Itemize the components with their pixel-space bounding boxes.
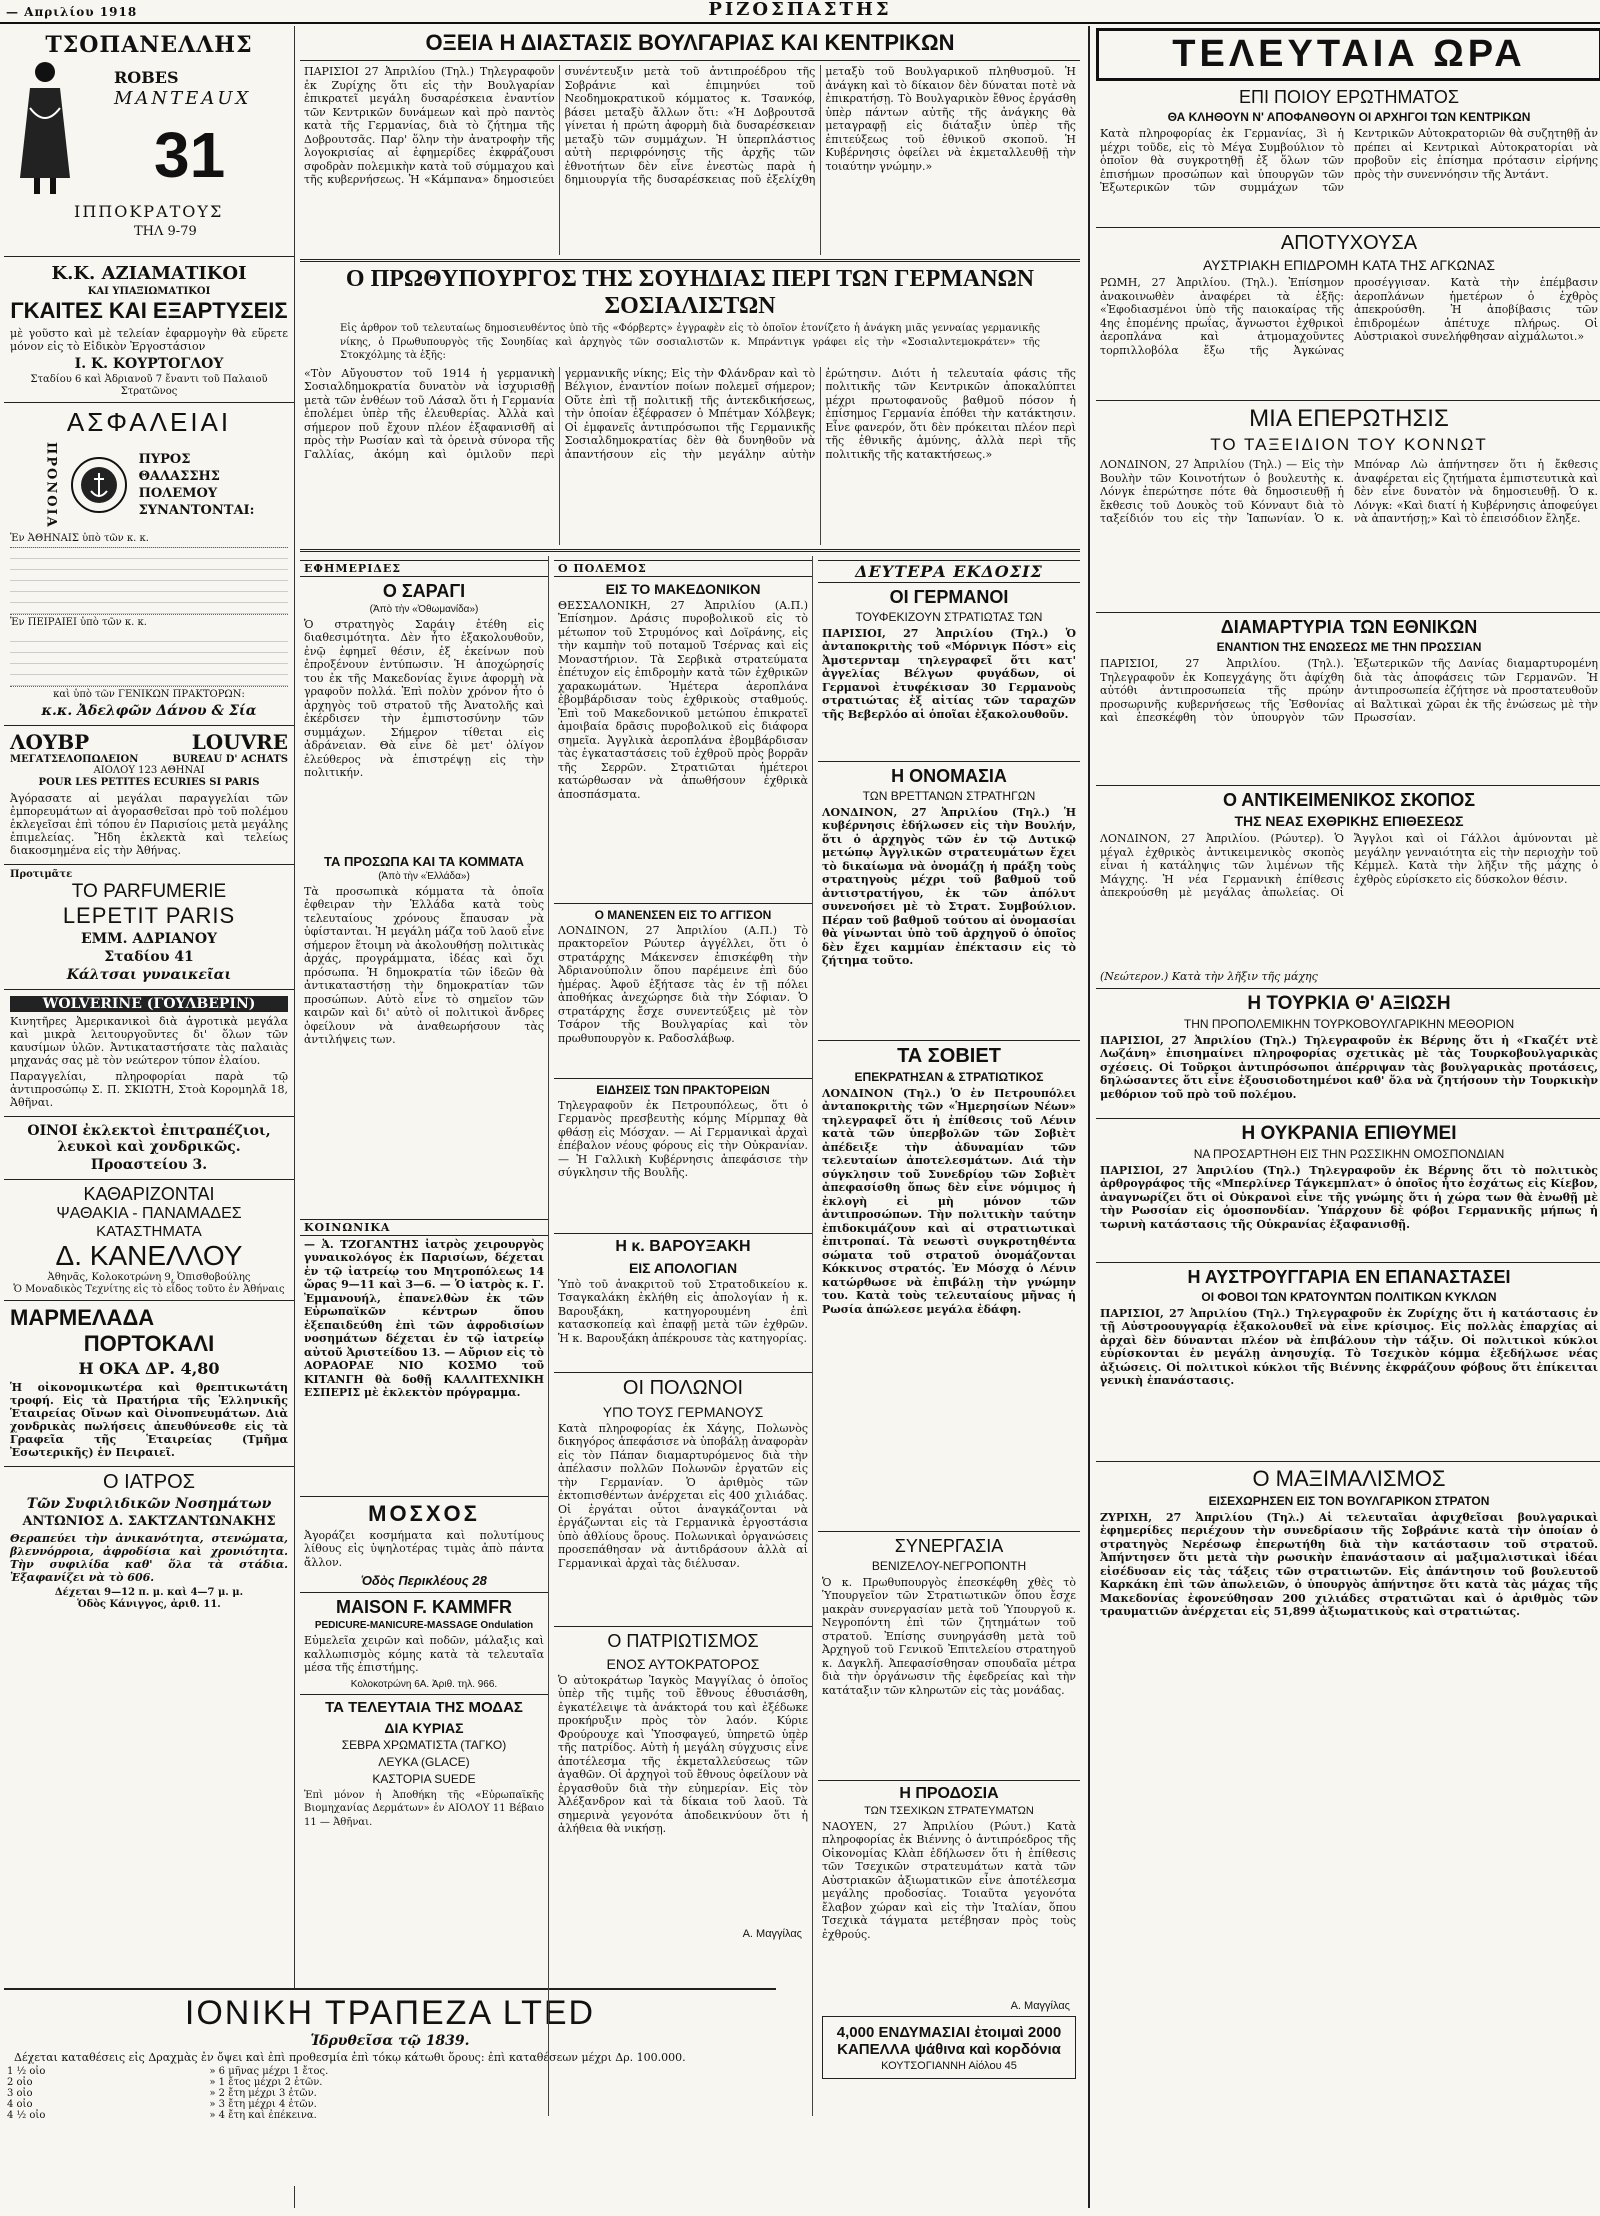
headline-germans: ΟΙ ΓΕΡΜΑΝΟΙ [889,586,1009,607]
article-bulgaria: ΠΑΡΙΣΙΟΙ 27 Ἀπριλίου (Τηλ.) Τηλεγραφοῦν ἐκ Ζυρίχης ὅτι εἰς τὴν Βουλγαρίαν ἐπικρατεῖ μεγάλη δυσαρέσκεια ἐναντίον τῶν Κεντρικῶν δυνάμεων καὶ πρὸ παντὸς κατὰ τῆς Γερμανίας, διὰ τὸ ζήτημα τῆς Δοβρουτσᾶς. Παρ' ὅλην τὴν ἀνατροφὴν τῆς λογοκρισίας αἱ ἐφημερίδες ἐκφράζουσι σφοδρὰν πολεμικὴν κατὰ τοῦ σύμμαχου καὶ τῆς κυβερνήσεως. Ἡ «Κάμπανα» δημοσιεύει συνέντευξιν μετὰ τοῦ ἀντιπροέδρου τῆς Σοβράνιε καὶ ἐπιμηνύει τοῦ Νεοδημοκρατικοῦ κόμματος κ. Τσανκόφ, βάσει μεταξὺ ἄλλων ὅτι: «Ἡ Δοβρουτσᾶ γίνεται ἡ πρώτη ἀφορμὴ διὰ δυσαρέσκειαν μεταξὺ τῶν συμμάχων. Ἡ ὑπερπλάστιος αὐτὴ περιφρόνησις τῆς ἀρχῆς τῶν ἐθνοτήτων δὲν εἶνε ἐνεστὼς παρὰ ἡ δημιουργία τῆς δυσαρέσκειας ποῦ ἐξελίχθη μεταξὺ τοῦ Βουλγαρικοῦ πληθυσμοῦ. Ἡ ἀνάγκη καὶ τὸ δίκαιον δὲν δύναται ποτὲ νὰ ἐπικρατήσῃ. Τὸ Βουλγαρικὸν ἔθνος ἐργάσθη ὑπὲρ πάντων αὐτῆς τῆς ἀνάγκης θὰ μεταγραφῇ εἰς διάταξιν ὑπὲρ τῆς ἐπιτεύξεως τοῦ ἐθνικοῦ σκοποῦ. Ἡ Κυβέρνησις ὀφείλει νὰ ἐκμεταλλευθῇ τὴν τοιαύτην γνώμην.» [304,65,1076,186]
ad-wolverine-text: Κινητῆρες Ἀμερικανικοὶ διὰ ἀγροτικὰ μεγάλα καὶ μικρὰ λειτουργοῦντες δι' ὅλων τῶν καυσίμων ὑλῶν. Ἀντικαταστήσατε τὰς παλαιὰς μηχανάς σας μὲ τὸν νεώτερον τύπον ἐλαίου. [10,1014,288,1067]
ad-wolverine-agent: Παραγγελίαι, πληροφορίαι παρὰ τῷ ἀντιπροσώπῳ Σ. Π. ΣΚΙΩΤΗ, Στοὰ Κορομηλᾶ 18, Ἀθῆναι. [10,1069,288,1109]
article-germans: ΠΑΡΙΣΙΟΙ, 27 Ἀπριλίου (Τηλ.) Ὁ ἀνταποκριτὴς τοῦ «Μόρνιγκ Πόστ» εἰς Ἀμστερνταμ τηλεγραφεῖ ὅτι κατ' ἀγγελίας Βέλγων φυγάδων, οἱ Γερμανοὶ ἐτυφέκισαν 30 Γερμανοὺς στρατιώτας ἐξ αἰτίας τῶν ταραχῶν τῆς Βεβερλόο αἱ ὁποῖαι ἐξακολουθοῦν. [822,626,1076,721]
section-war: Ο ΠΟΛΕΜΟΣ [554,560,812,577]
ad-koutsogianni-text: 4,000 ΕΝΔΥΜΑΣΙΑΙ ἐτοιμαὶ 2000 ΚΑΠΕΛΛΑ ψάθινα καὶ κορδόνια [836,2023,1062,2058]
headline-protest: ΔΙΑΜΑΡΤΥΡΙΑ ΤΩΝ ΕΘΝΙΚΩΝ [1220,617,1478,637]
ad-asfaleiai-side: ΠΡΟΝΟΙΑ [43,442,59,529]
article-turkey: ΠΑΡΙΣΙΟΙ, 27 Ἀπριλίου (Τηλ.) Τηλεγραφοῦν ἐκ Βέρνης ὅτι ἡ «Γκαζέτ ντὲ Λωζάνη» ἐπισημαίνει πληροφορίας σχετικὰς μὲ τὰς Τουρκοβουλγαρικὰς σχέσεις. Οἱ Τοῦρκοι ἀντιπρόσωποι ἀπέρριψαν τὰς βουλγαρικὰς προτάσεις, δηλώσαντες ὅτι εἶνε ἐξουσιοδοτημένοι καθ' ὅλα νὰ ζητήσουν τὴν Τουρκικὴν μεθόριον τοῦ πρὸ τοῦ πολέμου. [1100,1033,1598,1101]
masthead-date: — Απριλίου 1918 [6,5,138,19]
ad-asfaleiai-general: καὶ ὑπὸ τῶν ΓΕΝΙΚΩΝ ΠΡΑΚΤΟΡΩΝ: [53,688,245,700]
ad-doctor-sub: Τῶν Συφιλιδικῶν Νοσημάτων [26,1495,272,1512]
source-sarrail: (Ἀπὸ τὴν «Ὀθωμανίδα») [369,603,479,615]
article-soviets: ΛΟΝΔΙΝΟΝ (Τηλ.) Ὁ ἐν Πετρουπόλει ἀνταποκριτὴς τῶν «Ἡμερησίων Νέων» τηλεγραφεῖ ὅτι ἡ ἐπίθεσις τοῦ Λένιν κατὰ τῶν ὑπερβολῶν τῶν Σοβιὲτ ἀπέδειξε τὴν ἀδυναμίαν τῶν τελευταίων ἀποτελεσμάτων. Διά τὴν σύγκλησιν τοῦ Συνεδρίου τῶν Σοβιὲτ ἀπεφασίσθη ὅπως δὲν εἶνε νόμιμος ἡ ἐκλογὴ εἰ μὴ μόνον τῶν ἀντιπροσώπων. Τὴν πολιτικὴν ταύτην ἐπιδοκιμάζουν καὶ αἱ στρατιωτικαὶ ἐπιτροπαί. Τὰ νεωστὶ συγκροτηθέντα σώματα τοῦ στρατοῦ ὀνομάζονται Κόκκινος στρατός. Ἐν Μόσχᾳ ὁ Λένιν κατώρθωσε νὰ ἐπιβάλῃ τὴν γνώμην του. Κατὰ τοὺς τελευταίους μῆνας ἡ Ρωσία ἀπώλεσε μεγάλα ἐδάφη. [822,1086,1076,1316]
source-parties: (Ἀπὸ τὴν «Ἑλλάδα») [378,870,470,882]
ad-parfumerie-owner: ΕΜΜ. ΑΔΡΙΑΝΟΥ [80,930,218,947]
ad-bank-founded: Ἱδρυθεῖσα τῷ 1839. [310,2033,470,2049]
subhead-turkey: ΤΗΝ ΠΡΟΠΟΛΕΜΙΚΗΝ ΤΟΥΡΚΟΒΟΥΛΓΑΡΙΚΗΝ ΜΕΘΟΡΙΟΝ [1183,1016,1515,1031]
ad-wines [4,1117,294,1180]
headline-bulgaria: ΟΞΕΙΑ Η ΔΙΑΣΤΑΣΙΣ ΒΟΥΛΓΑΡΙΑΣ ΚΑΙ ΚΕΝΤΡΙΚΩΝ [425,30,955,55]
ad-tsopanellis-manteaux: MANTEAUX [114,88,252,109]
ad-marmalade-price: Η ΟΚΑ ΔΡ. 4,80 [78,1358,220,1378]
ad-parfumerie-pre: Προτιμᾶτε [10,868,73,880]
rate-cell: 1 ½ οἰο [7,2066,46,2077]
ad-moschos-text: Ἀγοράζει κοσμήματα καὶ πολυτίμους λίθους εἰς ὑψηλοτέρας τιμὰς ἀπὸ πάντα ἄλλον. [304,1528,544,1569]
ad-koutsogianni-addr: ΚΟΥΤΣΟΓΙΑΝΝΗ Αἰόλου 45 [881,2059,1017,2072]
ad-tsopanellis-robes: ROBES [114,68,179,87]
ad-wines-line2: Προαστείου 3. [90,1156,208,1173]
headline-parties: ΤΑ ΠΡΟΣΩΠΑ ΚΑΙ ΤΑ ΚΟΜΜΑΤΑ [324,853,524,869]
term-cell: » 6 μῆνας μέχρι 1 ἔτος. [209,2066,329,2077]
article-macedonia: ΘΕΣΣΑΛΟΝΙΚΗ, 27 Ἀπριλίου (Α.Π.) Ἐπίσημον. Δράσις πυροβολικοῦ εἰς τὸ μέτωπον τοῦ Στρυμόνος καὶ Δοϊράνης, εἰς τὴν καμπὴν τοῦ ποταμοῦ Τσέρνας καὶ εἰς Μοναστήριον. Τὰ Σερβικὰ στρατεύματα ἐπέτυχον εἰς ἐπιδρομὴν κατὰ τῶν ἐχθρικῶν χαρακωμάτων. Ἡμέτερα ἀεροπλάνα ἐβομβάρδισαν τοὺς ἐχθρικοὺς σταθμούς. Ἐπὶ τοῦ Μακεδονικοῦ μετώπου ἐπικρατεῖ ἀμοιβαία δρᾶσις πυροβολικοῦ εἰς διάφορα σημεῖα. Ἀγγλικὰ ἀεροπλάνα ἐβομβάρδισαν τὰς ἐγκαταστάσεις τοῦ ἐχθροῦ πρὸς βορρᾶν τῆς Σερρῶν. Στρατιῶται ἡμέτεροι κατώρθωσαν νὰ ἀπωθήσουν ἐχθρικὰ ἀποσπάσματα. [558,598,808,801]
ad-kanellos-text: Ὁ Μοναδικὸς Τεχνίτης εἰς τὸ εἶδος τοῦτο ἐν Ἀθήναις [13,1283,285,1295]
center-subcolumns [300,556,1080,2166]
ad-aziamatikoi-text: μὲ γοῦστο καὶ μὲ τελείαν ἐφαρμογὴν θὰ εὕρετε μόνον εἰς τὸ Εἰδικὸν Ἐργοστάσιον [10,327,288,353]
center-column [300,26,1080,2208]
headline-agencies: ΕΙΔΗΣΕΙΣ ΤΩΝ ΠΡΑΚΤΟΡΕΙΩΝ [596,1082,770,1097]
ad-louvre-text: Ἀγόρασατε αἱ μεγάλαι παραγγελίαι τῶν ἐμπορευμάτων αἱ ἀγορασθεῖσαι πρὸ τοῦ πολέμου ἐκλεγεῖσαι ἐπὶ τόπου ἐν Παρισίοις μετὰ μεγάλης ἐπιμελείας. Ἤδη ἐκλεκτὰ καὶ τελείως διακοσμημένα εἰς τὴν Ἀθήνας. [10,791,288,857]
ad-aziamatikoi-line3: ΓΚΑΙΤΕΣ ΚΑΙ ΕΞΑΡΤΥΣΕΙΣ [10,298,288,323]
ad-kammfr-title: MAISON F. KAMMFR [336,1597,512,1617]
ad-kanellos-name: Δ. ΚΑΝΕΛΛΟΥ [55,1239,243,1271]
subhead-varouxaki: ΕΙΣ ΑΠΟΛΟΓΙΑΝ [628,1259,738,1276]
term-cell: » 2 ἔτη μέχρι 3 ἐτῶν. [209,2088,317,2099]
ad-kanellos [4,1180,294,1301]
ad-louvre-address: ΑΙΟΛΟΥ 123 ΑΘΗΝΑΙ [93,764,205,776]
article-sarrail: Ὁ στρατηγὸς Σαράιγ ἐτέθη εἰς διαθεσιμότητα. Δὲν ἦτο ἐξακολουθοῦν, ἐνῷ ἐφημεῖ θέσιν, ἐξ ἐκείνων ποὺ ἐπροξένουν ἐντύπωσιν. Ἡ ἀποχώρησίς του ἐκ τῆς Μακεδονίας ἔγινε ἀφορμὴ νὰ γραφοῦν πολλά. Ἐπὶ πολὺν χρόνον ἦτο ὁ ἀρχηγὸς τοῦ στρατοῦ τῆς Ἀνατολῆς καὶ ἐκέρδισεν τὴν ἐμπιστοσύνην τῶν συμμάχων. Σήμερον τίθεται εἰς ἀδράνειαν. Θὰ εἶνε δὲ μετ' ὀλίγον ἐλεύθερος νὰ ἐπιστρέψῃ εἰς τὴν πολιτικήν. [304,617,544,779]
article-sweden: «Τὸν Αὔγουστον τοῦ 1914 ἡ γερμανικὴ Σοσιαλδημοκρατία δυνατὸν νὰ ἰσχυρισθῇ μετὰ τῶν ἐνθέων τοῦ Λάσαλ ὅτι ἡ Γερμανία ἐπολέμει ὑπὲρ τῆς ἐλευθερίας. Ἀλλὰ καὶ σήμερον ποῦ ἔχουν πλέον ἐξαφανισθῆ αἱ πρὸς τὴν Ρωσίαν καὶ τὰ ὁρεινὰ σύνορα τῆς Γαλλίας, ἀκόμη καὶ ὁμιλοῦν περὶ γερμανικῆς νίκης; Εἰς τὴν Φλάνδραν καὶ τὸ Βέλγιον, ἐναντίον ποίων πολεμεῖ σήμερον; Οὔτε ἐπὶ τῇ πολιτικῇ τῆς ἀντεκδικήσεως, τὴν ὁποίαν ἐξέφρασεν ὁ Μπέτμαν Χόλβεγκ; Οἱ ἐμφανεῖς ἀντιπρόσωποι τῆς Γερμανικῆς Σοσιαλδημοκρατίας δὲν θὰ δυνηθοῦν νὰ ἀπαντήσουν εἰς τὴν μεγάλην αὐτὴν ἐρώτησιν. Διότι ἡ τελευταία φάσις τῆς πολιτικῆς τῶν Κεντρικῶν ἀποκαλύπτει μέχρι πρωτοφανοῦς βαθμοῦ πόσον ἡ ἐπίσημος Γερμανία ἐπόθει τὴν κατάκτησιν. Εἶνε φανερόν, ὅτι δὲν πρόκειται πλέον περὶ τῆς ἐθνικῆς ἀμύνης, ἀλλὰ περὶ τῆς πολιτικῆς τῆς κατακτήσεως.» [304,366,1076,461]
ad-moschos-title: ΜΟΣΧΟΣ [368,1500,480,1526]
ad-bank-intro: Δέχεται καταθέσεις εἰς Δραχμὰς ἐν ὄψει καὶ ἐπὶ προθεσμία ἐπὶ τόκῳ κάτωθι ὅρους: ἐπὶ καταθέσεων μέχρι Δρ. 100.000. [14,2051,686,2064]
ad-tsopanellis [4,26,294,257]
ad-parfumerie-street: Σταδίου 41 [104,948,194,965]
ad-asfaleiai-item2: ΘΑΛΑΣΣΗΣ [138,469,221,485]
ad-parfumerie-line1: TO PARFUMERIE [71,880,227,902]
ad-wolverine-title: WOLVERINE (ΓΟΥΛΒΕΡΙΝ) [10,996,288,1012]
ad-kammfr-text: Εὐμελεῖα χειρῶν καὶ ποδῶν, μάλαξις καὶ καλλωπισμὸς κόμης κατὰ τὰ τελευταῖα μέσα τῆς ἐπιστήμης. [304,1634,544,1674]
subhead-poles: ΥΠΟ ΤΟΥΣ ΓΕΡΜΑΝΟΥΣ [602,1403,764,1420]
anchor-seal-icon [69,455,129,515]
term-cell: » 1 ἔτος μέχρι 2 ἐτῶν. [209,2077,323,2088]
signature-treason: Α. Μαγγίλας [1010,1999,1070,2012]
ad-doctor-title: Ο ΙΑΤΡΟΣ [102,1470,195,1493]
headline-failed: ΑΠΟΤΥΧΟΥΣΑ [1280,232,1418,254]
subhead-ukraine: ΝΑ ΠΡΟΣΑΡΤΗΘΗ ΕΙΣ ΤΗΝ ΡΩΣΣΙΚΗΝ ΟΜΟΣΠΟΝΔΙΑΝ [1193,1146,1505,1161]
ad-aziamatikoi-line1: Κ.Κ. ΑΖΙΑΜΑΤΙΚΟΙ [51,263,247,284]
masthead-title: ΡΙΖΟΣΠΑΣΤΗΣ [708,0,892,20]
ad-louvre-gr: ΛΟΥΒΡ [10,729,90,754]
ad-marmalade-title: ΜΑΡΜΕΛΑΔΑ [10,1304,155,1330]
ad-asfaleiai-title: ΑΣΦΑΛΕΙΑΙ [66,407,232,437]
ad-louvre-fr2: BUREAU D' ACHATS [172,753,288,765]
ad-fashion-line3: ΚΑΣΤΟΡΙΑ SUEDE [372,1771,476,1786]
subcol-c [818,556,1080,2166]
ad-louvre [4,726,294,865]
ad-asfaleiai-athens-list [10,547,288,615]
ad-doctor-name: ΑΝΤΩΝΙΟΣ Δ. ΣΑΚΤΖΑΝΤΩΝΑΚΗΣ [22,1513,276,1529]
banner-last-hour: ΤΕΛΕΥΤΑΙΑ ΩΡΑ [1096,28,1600,81]
ad-asfaleiai-piraeus-list [10,631,288,687]
ad-kammfr-addr: Κολοκοτρώνη 6Α. Ἀριθ. τηλ. 966. [350,1678,498,1690]
ad-aziamatikoi-line2: ΚΑΙ ΥΠΑΞΙΩΜΑΤΙΚΟΙ [87,286,211,297]
ad-parfumerie-line2: LEPETIT PARIS [62,902,236,928]
ad-wines-line1: ΟΙΝΟΙ ἐκλεκτοὶ ἐπιτραπέζιοι, λευκοὶ καὶ χονδρικῶς. [27,1122,271,1155]
lady-figure-icon [10,58,80,198]
headline-sweden: Ο ΠΡΩΘΥΠΟΥΡΓΟΣ ΤΗΣ ΣΟΥΗΔΙΑΣ ΠΕΡΙ ΤΩΝ ΓΕΡΜΑΝΩΝ ΣΟΣΙΑΛΙΣΤΩΝ [345,266,1035,319]
ad-parfumerie [4,865,294,990]
ad-doctor-hours: Δέχεται 9—12 π. μ. καὶ 4—7 μ. μ. [54,1586,244,1598]
ad-asfaleiai-item3: ΠΟΛΕΜΟΥ [138,486,218,502]
headline-poles: ΟΙ ΠΟΛΩΝΟΙ [622,1376,744,1399]
article-varouxaki: Ὑπὸ τοῦ ἀνακριτοῦ τοῦ Στρατοδικείου κ. Τσαγκαλάκη ἐκλήθη εἰς ἀπολογίαν ἡ κ. Βαρουξάκη, κατηγορουμένη ἐπὶ κατασκοπείᾳ καὶ ἐπαφῇ μετὰ τῶν ἐχθρῶν. Ἡ κ. Βαρουξάκη ἀπέκρουσε τὰς κατηγορίας. [558,1277,808,1345]
ad-asfaleiai-items [139,451,255,519]
ad-kammfr-sub: PEDICURE-MANICURE-MASSAGE Ondulation [314,1620,534,1631]
subhead-naming: ΤΩΝ ΒΡΕΤΤΑΝΩΝ ΣΤΡΑΤΗΓΩΝ [862,788,1036,803]
ad-asfaleiai [4,403,294,726]
ad-moschos-street: Ὁδὸς Περικλέους 28 [361,1573,487,1588]
article-ukraine: ΠΑΡΙΣΙΟΙ, 27 Ἀπριλίου (Τηλ.) Τηλεγραφοῦν ἐκ Βέρνης ὅτι τὸ πολιτικὸς ἀρθρογράφος τῆς «Μπερλίνερ Τάγκεμπλατ» ὁ ὁποῖος ἦτο ἐσχάτως εἰς Κίεβον, ἀναγνωρίζει ὅτι οἱ Οὐκρανοὶ εἶνε τῆς γνώμης ὅτι ἡ χώρα των θὰ ἐνωθῇ μὲ τὴν Ρωσσίαν εἰς ὁμοσπονδίαν. Ὑπάρχουν δὲ φόβοι Γερμανικῆς μήπως ἡ τωρινὴ κατάστασις τῆς Οὐκρανίας ἐξαφανισθῇ. [1100,1163,1598,1231]
headline-question: ΕΠΙ ΠΟΙΟΥ ΕΡΩΤΗΜΑΤΟΣ [1238,87,1460,107]
ad-tsopanellis-street: ΙΠΠΟΚΡΑΤΟΥΣ [74,202,224,221]
ad-aziamatikoi-owner: Ι. Κ. ΚΟΥΡΤΟΓΛΟΥ [74,356,224,372]
subhead-trip: ΤΟ ΤΑΞΕΙΔΙΟΝ ΤΟΥ ΚΟΝΝΩΤ [1210,435,1488,454]
ad-doctor [4,1467,294,1615]
subhead-failed: ΑΥΣΤΡΙΑΚΗ ΕΠΙΔΡΟΜΗ ΚΑΤΑ ΤΗΣ ΑΓΚΩΝΑΣ [1202,257,1496,273]
ad-kanellos-line3: ΚΑΤΑΣΤΗΜΑΤΑ [96,1222,202,1240]
article-agencies: Τηλεγραφοῦν ἐκ Πετρουπόλεως, ὅτι ὁ Γερμανὸς πρεσβευτὴς κόμης Μίρμπαχ θὰ φθάσῃ εἰς Μόσχαν. — Αἱ Γερμανικαὶ ἀρχαὶ ἐπέβαλον νέους φόρους εἰς τὴν Οὐκρανίαν. — Ἡ Γαλλικὴ Κυβέρνησις ἀπεφάσισε τὴν σύγκλησιν τῆς Βουλῆς. [558,1098,808,1179]
right-column [1088,26,1600,2208]
ad-doctor-street: Ὁδὸς Κάνιγγος, ἀριθ. 11. [77,1598,221,1610]
headline-varouxaki: Η κ. ΒΑΡΟΥΞΑΚΗ [615,1237,751,1255]
left-ads-column [4,26,295,2208]
ad-asfaleiai-item1: ΠΥΡΟΣ [138,452,191,468]
term-cell: » 3 ἔτη μέχρι 4 ἐτῶν. [209,2099,317,2110]
headline-patriotism: Ο ΠΑΤΡΙΩΤΙΣΜΟΣ [607,1630,759,1651]
subcol-a [300,556,549,2116]
ad-marmalade [4,1301,294,1467]
article-failed: ΡΩΜΗ, 27 Ἀπριλίου. (Τηλ.). Ἐπίσημον ἀνακοινωθὲν ἀναφέρει τὰ ἑξῆς: «Ἐφοδιασμένοι ὑπὸ τῆς παιοκαίρας τῆς 4ης ἑπομένης πρωΐας, ἄγνωστοι ἐχθρικοὶ ἀεροπλάνα καὶ ἀτμομαχοῦντες τορπιλλοβόλα ἔξω τῆς Ἀγκώνας προσέγγισαν. Κατὰ τὴν ἐπέμβασιν ἀεροπλάνων ἡμετέρων ὁ ἐχθρὸς ἀπεκρούσθη. Ἡ ἀποβίβασις τῶν ἐπιδρομέων ἀπέτυχε πλήρως. Οἱ Αὐστριακοὶ συνελήφθησαν αἰχμάλωτοι.» [1100,276,1598,357]
headline-turkey: Η ΤΟΥΡΚΙΑ Θ' ΑΞΙΩΣΗ [1247,992,1451,1014]
ad-louvre-header [10,730,288,754]
headline-mackensen: Ο ΜΑΝΕΝΣΕΝ ΕΙΣ ΤΟ ΑΓΓΙΣΟΝ [594,907,772,922]
ad-wolverine [4,990,294,1117]
ad-fashion-text: Ἐπὶ μόνον ἡ Ἀποθήκη τῆς «Εὐρωπαϊκῆς Βιομηχανίας Δερμάτων» ἐν ΑΙΟΛΟΥ 11 Βέβαιο 11 — Ἀθῆναι. [304,1789,544,1828]
section-social: ΚΟΙΝΩΝΙΚΑ [300,1219,548,1236]
headline-trip: ΜΙΑ ΕΠΕΡΩΤΗΣΙΣ [1249,405,1449,432]
ad-asfaleiai-athens: Ἐν ἈΘΗΝΑΙΣ ὑπὸ τῶν κ. κ. [10,532,149,544]
headline-sarrail: Ο ΣΑΡΑΓΙ [382,580,466,601]
subhead-maximalism: ΕΙΣΕΧΩΡΗΣΕΝ ΕΙΣ ΤΟΝ ΒΟΥΛΓΑΡΙΚΟΝ ΣΤΡΑΤΟΝ [1208,1493,1490,1508]
headline-aim: Ο ΑΝΤΙΚΕΙΜΕΝΙΚΟΣ ΣΚΟΠΟΣ [1222,790,1476,810]
ad-kanellos-line2: ΨΑΘΑΚΙΑ - ΠΑΝΑΜΑΔΕΣ [56,1204,242,1222]
ad-bank-name: ΙΟΝΙΚΗ ΤΡΑΠΕΖΑ LTED [184,1994,596,2032]
ad-louvre-sub [10,754,288,765]
subhead-austria: ΟΙ ΦΟΒΟΙ ΤΩΝ ΚΡΑΤΟΥΝΤΩΝ ΠΟΛΙΤΙΚΩΝ ΚΥΚΛΩΝ [1201,1289,1497,1304]
subcol-b [554,556,813,2116]
ad-fashion-line2: ΛΕΥΚΑ (GLACE) [378,1754,470,1769]
ad-aziamatikoi-address: Σταδίου 6 καὶ Ἀδριανοῦ 7 ἔναντι τοῦ Παλαιοῦ Στρατῶνος [30,374,268,397]
subhead-soviets: ΕΠΕΚΡΑΤΗΣΑΝ & ΣΤΡΑΤΙΩΤΙΚΟΣ [854,1069,1044,1084]
subhead-patriotism: ΕΝΟΣ ΑΥΤΟΚΡΑΤΟΡΟΣ [606,1655,760,1672]
headline-treason: Η ΠΡΟΔΟΣΙΑ [899,1784,999,1802]
ad-aziamatikoi [4,257,294,403]
subhead-aim: ΤΗΣ ΝΕΑΣ ΕΧΘΡΙΚΗΣ ΕΠΙΘΕΣΕΩΣ [1234,813,1464,829]
note-aim: (Νεώτερον.) Κατὰ τὴν λῆξιν τῆς μάχης [1100,970,1318,983]
ad-fashion-line1: ΣΕΒΡΑ ΧΡΩΜΑΤΙΣΤΑ (ΤΑΓΚΟ) [341,1737,507,1752]
article-protest: ΠΑΡΙΣΙΟΙ, 27 Ἀπριλίου. (Τηλ.). Τηλεγραφοῦν ἐκ Κοπεγχάγης ὅτι ἀφίχθη αὐτόθι ἀντιπροσωπεία τῆς πρώην προσωρινῆς κυβερνήσεως τῆς Ἐσθονίας καὶ ἐπεσκέφθη τὸν ὑπουργὸν τῶν Ἐξωτερικῶν τῆς Δανίας διαμαρτυρομένη διὰ τὰς ἀποφάσεις τῶν Γερμανῶν. Ἡ ἀντιπροσωπεία ἐζήτησε νὰ προστατευθοῦν αἱ Βαλτικαὶ χῶραι ἐκ τῆς ἐνώσεως μὲ τὴν Πρωσσίαν. [1100,657,1598,724]
ad-fashion-title: ΤΑ ΤΕΛΕΥΤΑΙΑ ΤΗΣ ΜΟΔΑΣ [325,1698,523,1716]
article-aim: ΛΟΝΔΙΝΟΝ, 27 Ἀπριλίου. (Ρώυτερ). Ὁ μέγαλ ἐχθρικὸς ἀντικειμενικὸς σκοπὸς εἶναι ἡ κατάληψις τῶν λιμένων τῆς Μάγχης. Ἡ νέα Γερμανικὴ ἐπίθεσις ἀπεκρούσθη μὲ μεγάλας ἀπωλείας. Οἱ Ἄγγλοι καὶ οἱ Γάλλοι ἀμύνονται μὲ μεγάλην γενναιότητα εἰς τὴν περιοχὴν τοῦ Κέμμελ. Κατὰ τὴν λῆξιν τῆς μάχης ὁ ἐχθρὸς εὑρίσκετο εἰς δύσκολον θέσιν. [1100,832,1598,899]
article-treason: ΝΑΟΥΕΝ, 27 Ἀπριλίου (Ρώυτ.) Κατὰ πληροφορίας ἐκ Βιέννης ὁ ἀντιπρόεδρος τῆς Οἰκονομίας Κλὰπ ἐδήλωσεν ὅτι ἡ ἐπίθεσις τῶν Τσεχικῶν στρατευμάτων κατὰ τῶν Αὐστριακῶν ἀξιωματικῶν εἶνε ἀποτέλεσμα μεγάλης προδοσίας. Τοιαῦτα γεγονότα ἔλαβον χώραν καὶ εἰς τὴν Ἰταλίαν, ὅπου Τσεχικὰ τάγματα μετέβησαν πρὸς τοὺς ἐχθρούς. [822,1819,1076,1941]
ad-kanellos-line1: ΚΑΘΑΡΙΖΟΝΤΑΙ [83,1183,215,1204]
headline-ukraine: Η ΟΥΚΡΑΝΙΑ ΕΠΙΘΥΜΕΙ [1241,1122,1457,1144]
article-cooperation: Ὁ κ. Πρωθυπουργὸς ἐπεσκέφθη χθὲς τὸ Ὑπουργεῖον τῶν Στρατιωτικῶν ὅπου ἔσχε μακρὰν συνεργασίαν μετὰ τοῦ Ὑπουργοῦ κ. Νεγροπόντη ἐπὶ τῶν ζητημάτων τοῦ στρατοῦ. Ἐπίσης συνηργάσθη μετὰ τοῦ Ἀρχηγοῦ τοῦ Γενικοῦ Ἐπιτελείου στρατηγοῦ κ. Δαγκλῆ. Ἀπεφασίσθησαν σπουδαῖα μέτρα διὰ τὴν ὀργάνωσιν τῆς ἐφεδρείας καὶ τὴν κατάταξιν τῶν κληρωτῶν εἰς τὰς μονάδας. [822,1575,1076,1697]
term-cell: » 4 ἔτη καὶ ἐπέκεινα. [209,2110,317,2121]
article-poles: Κατὰ πληροφορίας ἐκ Χάγης, Πολωνὸς δικηγόρος ἀπεφάσισε νὰ ὑποβάλῃ ἀναφορὰν εἰς τὸν Πάπαν διαμαρτυρόμενος διὰ τὴν ἀπέλασιν πολλῶν Πολωνῶν ἐργατῶν εἰς τὴν Γερμανίαν. Ὁ ἀριθμὸς τῶν ἐκτοπισθέντων ἀνέρχεται εἰς 400 χιλιάδας. Οἱ ἐργάται οὗτοι ἀναγκάζονται νὰ ἐργάζωνται εἰς τὰ Γερμανικὰ ἐργοστάσια ὑπὸ ἀθλίους ὅρους. Πολωνικαὶ ὀργανώσεις προσεπάθησαν νὰ ἀντιδράσουν ἀλλὰ αἱ Γερμανικαὶ ἀρχαὶ τὰς διέλυσαν. [558,1421,808,1570]
headline-macedonia: ΕΙΣ ΤΟ ΜΑΚΕΔΟΝΙΚΟΝ [605,580,761,597]
ad-kanellos-address: Ἀθηνᾶς, Κολοκοτρώνη 9, Ὀπισθοβούλης [47,1271,251,1283]
rate-cell: 2 οἰο [7,2077,33,2088]
headline-soviets: ΤΑ ΣΟΒΙΕΤ [897,1044,1001,1067]
subhead-protest: ΕΝΑΝΤΙΟΝ ΤΗΣ ΕΝΩΣΕΩΣ ΜΕ ΤΗΝ ΠΡΩΣΣΙΑΝ [1216,640,1482,654]
headline-cooperation: ΣΥΝΕΡΓΑΣΙΑ [894,1535,1004,1556]
subhead-question: ΘΑ ΚΛΗΘΟΥΝ Ν' ΑΠΟΦΑΝΘΟΥΝ ΟΙ ΑΡΧΗΓΟΙ ΤΩΝ ΚΕΝΤΡΙΚΩΝ [1167,110,1531,124]
subhead-cooperation: ΒΕΝΙΖΕΛΟΥ-ΝΕΓΡΟΠΟΝΤΗ [871,1558,1027,1573]
rate-cell: 4 οἰο [7,2099,33,2110]
signature-patriotism: Α. Μαγγίλας [742,1927,802,1940]
ad-asfaleiai-block [10,442,288,529]
article-parties: Τὰ προσωπικὰ κόμματα τὰ ὁποῖα ἐφθειραν τὴν Ἑλλάδα κατὰ τοὺς τελευταίους χρόνους ἔπαυσαν νὰ ὑφίστανται. Ἡ μεγάλη μάζα τοῦ λαοῦ εἶνε σήμερον ἕτοιμη νὰ ἀκολουθήσῃ πολιτικὰς ἀρχάς, προγράμματα, ἰδέας καὶ ὄχι πρόσωπα. Ἡ δημοκρατία τῶν ἰδεῶν θὰ ἀντικαταστήσῃ τὴν δημοκρατίαν τῶν προσώπων. Αὐτὸ εἶνε τὸ σημεῖον τῶν καιρῶν καὶ δι' αὐτὸ οἱ πολιτικοὶ ἄνδρες ὀφείλουν νὰ ἀναθεωρήσουν τὰς ἀντιλήψεις των. [304,884,544,1046]
ad-fashion-sub: ΔΙΑ ΚΥΡΙΑΣ [384,1719,464,1736]
ad-koutsogianni [822,2016,1076,2079]
ad-asfaleiai-piraeus: Ἐν ΠΕΙΡΑΙΕΙ ὑπὸ τῶν κ. κ. [10,616,147,628]
masthead [0,0,1600,24]
ad-marmalade-sub: ΠΟΡΤΟΚΑΛΙ [83,1330,215,1356]
section-newspapers: ΕΦΗΜΕΡΙΔΕΣ [300,560,548,577]
article-mackensen: ΛΟΝΔΙΝΟΝ, 27 Ἀπριλίου (Α.Π.) Τὸ πρακτορεῖον Ρώυτερ ἀγγέλλει, ὅτι ὁ στρατάρχης Μάκενσεν ἐπισκέφθη τὴν Ἀδριανούπολιν ὅπου παρέμεινε ἐπὶ δύο ἡμέρας. Ἀφοῦ ἐξήτασε τὰς ἐν τῇ πόλει ἀποθήκας ἀνεχώρησε διὰ τὴν Σόφιαν. Ὁ στρατάρχης ἔσχε συνεντεύξεις μὲ τὸν Τσάρον τῆς Βουλγαρίας καὶ τὸν πρωθυπουργὸν κ. Ραδοσλάβωφ. [558,923,808,1045]
article-austria: ΠΑΡΙΣΙΟΙ, 27 Ἀπριλίου (Τηλ.) Τηλεγραφοῦν ἐκ Ζυρίχης ὅτι ἡ κατάστασις ἐν τῇ Αὐστροουγγαρίᾳ ἐξακολουθεῖ νὰ εἶνε κρίσιμος. Εἰς πολλὰς ἐπαρχίας αἱ ἀρχαὶ δὲν δύνανται πλέον νὰ ἐπιβάλουν τὴν τάξιν. Οἱ πολιτικοὶ κύκλοι εὑρίσκονται ἐν μεγάλῃ ἀνησυχίᾳ. Τὸ Τσεχικὸν κόμμα ἐξεδήλωσε νέας ἀξιώσεις. Οἱ πολιτικοὶ κύκλοι τῆς Βιέννης ἐκφράζουν φόβους ὅτι ἐπίκειται γενικὴ ἐπανάστασις. [1100,1306,1598,1387]
subhead-treason: ΤΩΝ ΤΣΕΧΙΚΩΝ ΣΤΡΑΤΕΥΜΑΤΩΝ [864,1804,1034,1817]
headline-austria: Η ΑΥΣΤΡΟΥΓΓΑΡΙΑ ΕΝ ΕΠΑΝΑΣΤΑΣΕΙ [1187,1266,1511,1287]
article-question: Κατὰ πληροφορίας ἐκ Γερμανίας, 3ὶ ἡ μέχρι τοῦδε, εἰς τὸ Μέγα Συμβούλιον τὸ ὁποῖον θὰ συγκροτηθῇ ἐξ ὅλων τῶν ἐπισήμων προσώπων καὶ ὑπουργῶν τῶν Ἐξωτερικῶν τῶν συμμάχων τῶν Κεντρικῶν Αὐτοκρατοριῶν θὰ συζητηθῇ ἀν πρέπει αἱ Κεντρικαὶ Αὐτοκρατορίαι νὰ προβοῦν εἰς ἐπίσημα πρότασιν εἰρήνης πρὸς τὴν συνεννόησιν τῆς Ἀντάντ. [1100,127,1598,194]
article-sweden-intro: Εἰς ἀρθρον τοῦ τελευταίως δημοσιευθέντος ὑπὸ τῆς «Φόρβερτς» ἐγγραφὲν εἰς τὸ ὁποῖον ἐτονίζετο ἡ ἀνάγκη μιᾶς γενναίας γερμανικῆς νίκης, ὁ Πρωθυπουργὸς τῆς Σουηδίας καὶ ἀρχηγὸς τῶν σοσιαλιστῶν κ. Μπράντιγκ γράφει εἰς τὴν «Σοσιαλντεμοκράτεν» τῆς Στοκχόλμης τὰ ἑξῆς: [340,323,1040,361]
headline-naming: Η ΟΝΟΜΑΣΙΑ [891,765,1007,786]
ad-asfaleiai-agents: κ.κ. Ἀδελφῶν Δάνου & Σία [41,702,257,719]
article-patriotism: Ὁ αὐτοκράτωρ Ἰαγκὸς Μαγγίλας ὁ ὁποῖος ὑπὲρ τῆς τιμῆς τοῦ ἔθνους ἐθυσιάσθη, ἐγκατέλειψε τὰ ἀνάκτορά του καὶ ἐξέδωκε προκήρυξιν πρὸς τὸν λαόν. Κύριε Φρούρουχε καὶ Ὑποσφαγεύ, ὑπηρετῶ ὑπὲρ τῆς πατρίδος. Αὐτὴ ἡ μεγάλη σύγχυσις εἶνε ἀποτέλεσμα τῆς ἐκμεταλλεύσεως τῶν ἀγαθῶν. Οἱ ἀρχηγοὶ τοῦ ἔθνους ὀφείλουν νὰ ἐργασθοῦν διὰ τὴν εὐημερίαν. Εἰς τὸν Ἀλέξανδρον καὶ τὰ δίκαια τοῦ λαοῦ. Τὰ σημερινὰ γεγονότα ἀποδεικνύουν ὅτι ἡ ἀλήθεια θὰ νικήσῃ. [558,1673,808,1835]
section-second-edition: ΔΕΥΤΕΡΑ ΕΚΔΟΣΙΣ [818,560,1080,583]
rate-cell: 3 οἰο [7,2088,33,2099]
rate-cell: 4 ½ οἰο [7,2110,46,2121]
ad-tsopanellis-phone: ΤΗΛ 9-79 [134,224,197,239]
article-social: — Ἀ. ΤΖΟΓΑΝΤΗΣ ἰατρὸς χειρουργὸς γυναικολόγος ἐκ Παρισίων, δέχεται ἐν τῷ ἰατρείῳ του Μητροπόλεως 14 ὥρας 9—11 καὶ 3—6. — Ὁ ἰατρὸς κ. Γ. Ἐμμανουήλ, ἐπανελθὼν ἐκ τῶν Εὐρωπαϊκῶν κέντρων ὅπου ἐξεπαιδεύθη ἐπὶ τῶν ἀφροδισίων νοσημάτων δέχεται ἐν τῷ ἰατρείῳ αὐτοῦ Ἀριστείδου 13. — Αὔριον εἰς τὸ ΑΟΡΑΟΡΑΕ ΝΙΟ ΚΟΣΜΟ τοῦ ΚΙΤΑΝΓΗ θὰ δοθῇ ΚΑΛΛΙΤΕΧΝΙΚΗ ΕΣΠΕΡΙΣ μὲ ἐκλεκτὸν πρόγραμμα. [304,1237,544,1399]
ad-tsopanellis-name: ΤΣΟΠΑΝΕΛΛΗΣ [45,32,253,58]
ad-tsopanellis-number: 31 [154,119,226,191]
subhead-germans: ΤΟΥΦΕΚΙΖΟΥΝ ΣΤΡΑΤΙΩΤΑΣ ΤΩΝ [855,609,1043,624]
headline-maximalism: Ο ΜΑΞΙΜΑΛΙΣΜΟΣ [1252,1465,1446,1491]
ad-asfaleiai-item4: ΣΥΝΑΝΤΟΝΤΑΙ: [138,503,255,519]
article-trip: ΛΟΝΔΙΝΟΝ, 27 Ἀπριλίου (Τηλ.) — Εἰς τὴν Βουλὴν τῶν Κοινοτήτων ὁ βουλευτὴς κ. Λόνγκ ἐπερώτησε πότε θὰ δημοσιευθῇ ἡ ἔκθεσις τοῦ Δουκὸς τοῦ Κόνναυτ διὰ τὸ ταξείδιόν του εἰς τὴν Ἰαπωνίαν. Ὁ κ. Μπόναρ Λὼ ἀπήντησεν ὅτι ἡ ἔκθεσις ἀναφέρεται εἰς ζητήματα ἐμπιστευτικὰ καὶ δὲν εἶνε δυνατὸν νὰ δημοσιευθῇ. Ὁ κ. Λόνγκ: «Καὶ διατί ἡ Κυβέρνησις ἀποφεύγει νὰ ἀπαντήσῃ;» Καὶ τὸ ἐπεισόδιον ἔληξε. [1100,458,1598,525]
ad-louvre-fr3: POUR LES PETITES ECURIES SI PARIS [38,776,260,788]
ad-louvre-gr2: ΜΕΓΑΤΣΕΛΟΠΩΛΕΙΟΝ [10,753,139,765]
article-naming: ΛΟΝΔΙΝΟΝ, 27 Ἀπριλίου (Τηλ.) Ἡ κυβέρνησις ἐδήλωσεν εἰς τὴν Βουλήν, ὅτι ὁ ἀρχηγὸς τῶν ἐν τῷ Δυτικῷ μετώπῳ Ἀγγλικῶν στρατευμάτων ἔχει τὸ δικαίωμα νὰ ὀνομάζῃ ἡ πράξη τοὺς στρατηγοὺς μέχρι τοῦ βαθμοῦ τοῦ ἀντιστρατήγου, ἐκ τῶν ἀπόλυτ συνενοήσει μὲ τὸ Στρατ. Συμβούλιον. Πέραν τοῦ βαθμοῦ τούτου αἱ ὀνομασίαι θὰ γίνωνται ὑπὸ τοῦ ἀρχηγοῦ ὁ ὁποῖος δὲν ἔχει καμμίαν ἐπέκτασιν εἰς τὸ ζήτημα τοῦτο. [822,805,1076,967]
ad-louvre-fr: LOUVRE [191,729,288,754]
article-maximalism: ΖΥΡΙΧΗ, 27 Ἀπριλίου (Τηλ.) Αἱ τελευταῖαι ἀφιχθεῖσαι βουλγαρικαὶ ἐφημερίδες περιέχουν τὴν συνεδρίασιν τῆς Σοβράνιε κατὰ τὴν ὁποίαν ὁ στρατηγὸς Νερέσωφ ἐπερωτήθη διὰ τὴν κατάστασιν τοῦ στρατοῦ. Ἀπήντησεν ὅτι μετὰ τὴν ρωσικὴν ἐπανάστασιν αἱ μαξιμαλιστικαὶ ἰδέαι εἰσέδυσαν εἰς τὰς τάξεις τῶν στρατιωτῶν. Εἰς ἀπάντησιν τοῦ βουλευτοῦ Καρκάκη ἐπὶ τῶν ἀπωλειῶν, ὁ ὑπουργὸς ἀπήντησε ὅτι κατὰ τὰς μάχας τῆς Μακεδονίας ἐφονεύθησαν 200 χιλιάδες στρατιῶται καὶ ὁ ἀριθμὸς τῶν τραυματιῶν ἀνέρχεται εἰς 51,899 ἀξιωματικοὺς καὶ στρατιώτας. [1100,1510,1598,1618]
ad-marmalade-text: Ἡ οἰκονομικωτέρα καὶ θρεπτικωτάτη τροφή. Εἰς τὰ Πρατήρια τῆς Ἑλληνικῆς Ἑταιρείας Οἴνων καὶ Οἰνοπνευμάτων. Διὰ χονδρικὰς πωλήσεις ἀπευθύνεσθε εἰς τὰ Γραφεῖα τῆς Ἑταιρείας (Τμῆμα Ἐσωτερικῆς) ἐν Πειραιεῖ. [10,1380,288,1459]
ad-doctor-text: Θεραπεύει τὴν ἀνικανότητα, στενώματα, βλεννόρροια, ἀφροδίσια καὶ χρονιότητα. Τὴν συφιλίδα καθ' ὅλα τὰ στάδια. Ἐξαφανίζει νὰ τὸ 606. [10,1531,288,1584]
ad-parfumerie-tag: Κάλτσαι γυναικεῖαι [66,966,232,983]
